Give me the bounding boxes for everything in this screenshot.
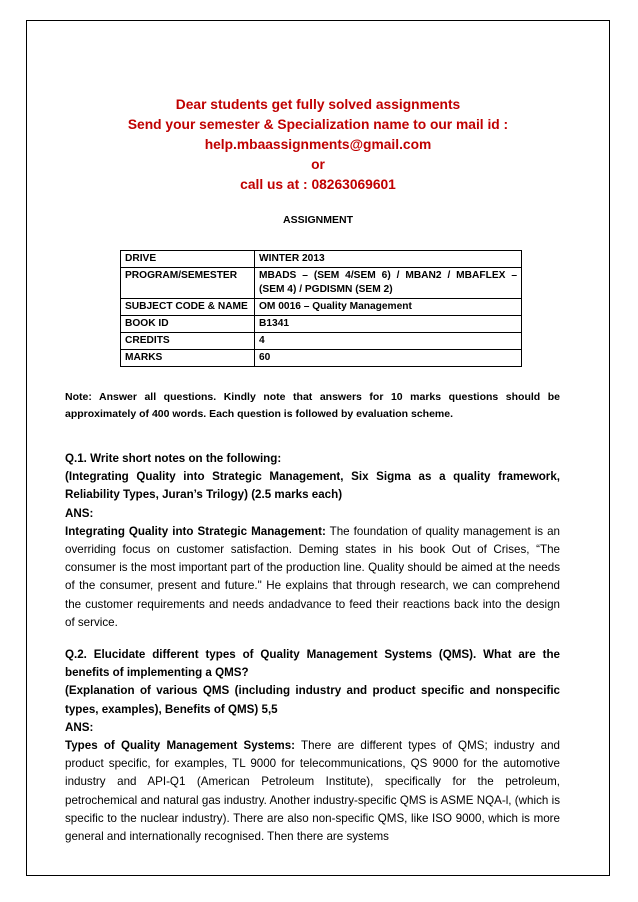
question-1-answer bbox=[65, 523, 560, 632]
table-key: BOOK ID bbox=[121, 316, 255, 333]
table-key: CREDITS bbox=[121, 333, 255, 350]
header-line-2: Send your semester & Specialization name to our mail id : bbox=[127, 117, 509, 132]
table-key: PROGRAM/SEMESTER bbox=[121, 268, 255, 299]
table-value: WINTER 2013 bbox=[255, 251, 522, 268]
answer-1-heading: Integrating Quality into Strategic Management: bbox=[65, 524, 326, 538]
table-value: OM 0016 – Quality Management bbox=[255, 299, 522, 316]
assignment-meta-table bbox=[120, 250, 522, 367]
header-email[interactable]: help.mbaassignments@gmail.com bbox=[204, 137, 432, 152]
contact-header bbox=[26, 95, 610, 195]
table-key: DRIVE bbox=[121, 251, 255, 268]
answer-1-text: The foundation of quality management is an overriding focus on customer satisfaction. Deming states in his book Out of Crises, “The consumer is the most important part of the production line. Quality should be aimed at the needs of the consumer, present and future." He explains that through research, we can comprehend the customer requirements and needs andadvance to feed their reactions back into the design of service. bbox=[65, 524, 560, 629]
document-body bbox=[65, 389, 560, 846]
table-row bbox=[121, 316, 522, 333]
question-1-title: Q.1. Write short notes on the following: bbox=[65, 452, 282, 465]
question-2-title: Q.2. Elucidate different types of Quality Management Systems (QMS). What are the benefits of implementing a QMS? bbox=[65, 648, 560, 680]
spacer bbox=[65, 632, 560, 646]
assignment-title: ASSIGNMENT bbox=[282, 214, 353, 226]
question-2-answer bbox=[65, 737, 560, 846]
table-value: 60 bbox=[255, 350, 522, 367]
header-line-1: Dear students get fully solved assignments bbox=[175, 97, 461, 112]
table-value: 4 bbox=[255, 333, 522, 350]
question-1-ans-label: ANS: bbox=[65, 506, 94, 520]
table-row bbox=[121, 268, 522, 299]
table-key: MARKS bbox=[121, 350, 255, 367]
header-phone: call us at : 08263069601 bbox=[240, 177, 396, 192]
table-row bbox=[121, 333, 522, 350]
question-2-ans-label: ANS: bbox=[65, 720, 94, 734]
question-1-detail: (Integrating Quality into Strategic Management, Six Sigma as a quality framework, Reliability Types, Juran’s Trilogy) (2.5 marks each) bbox=[65, 470, 560, 502]
answer-2-heading: Types of Quality Management Systems: bbox=[65, 739, 296, 753]
instructions-note: Note: Answer all questions. Kindly note that answers for 10 marks questions should be approximately of 400 words. Each question is followed by evaluation scheme. bbox=[65, 391, 560, 420]
question-2-detail: (Explanation of various QMS (including industry and product specific and nonspecific types, examples), Benefits of QMS) 5,5 bbox=[65, 684, 560, 716]
table-value: MBADS – (SEM 4/SEM 6) / MBAN2 / MBAFLEX – (SEM 4) / PGDISMN (SEM 2) bbox=[255, 268, 522, 299]
answer-2-text: There are different types of QMS; industry and product specific, for examples, TL 9000 for telecommunications, QS 9000 for the automotive industry and API-Q1 (American Petroleum Institute), specifically for the petroleum, petrochemical and natural gas industry. Another industry-specific QMS is ASME NQA-l, (which is specific to the nuclear industry). There are also non-specific QMS, like ISO 9000, which is more general and internationally recognised. Then there are systems bbox=[65, 739, 560, 844]
table-value: B1341 bbox=[255, 316, 522, 333]
table-row bbox=[121, 251, 522, 268]
table-row bbox=[121, 299, 522, 316]
header-or: or bbox=[311, 157, 325, 172]
table-row bbox=[121, 350, 522, 367]
table-key: SUBJECT CODE & NAME bbox=[121, 299, 255, 316]
